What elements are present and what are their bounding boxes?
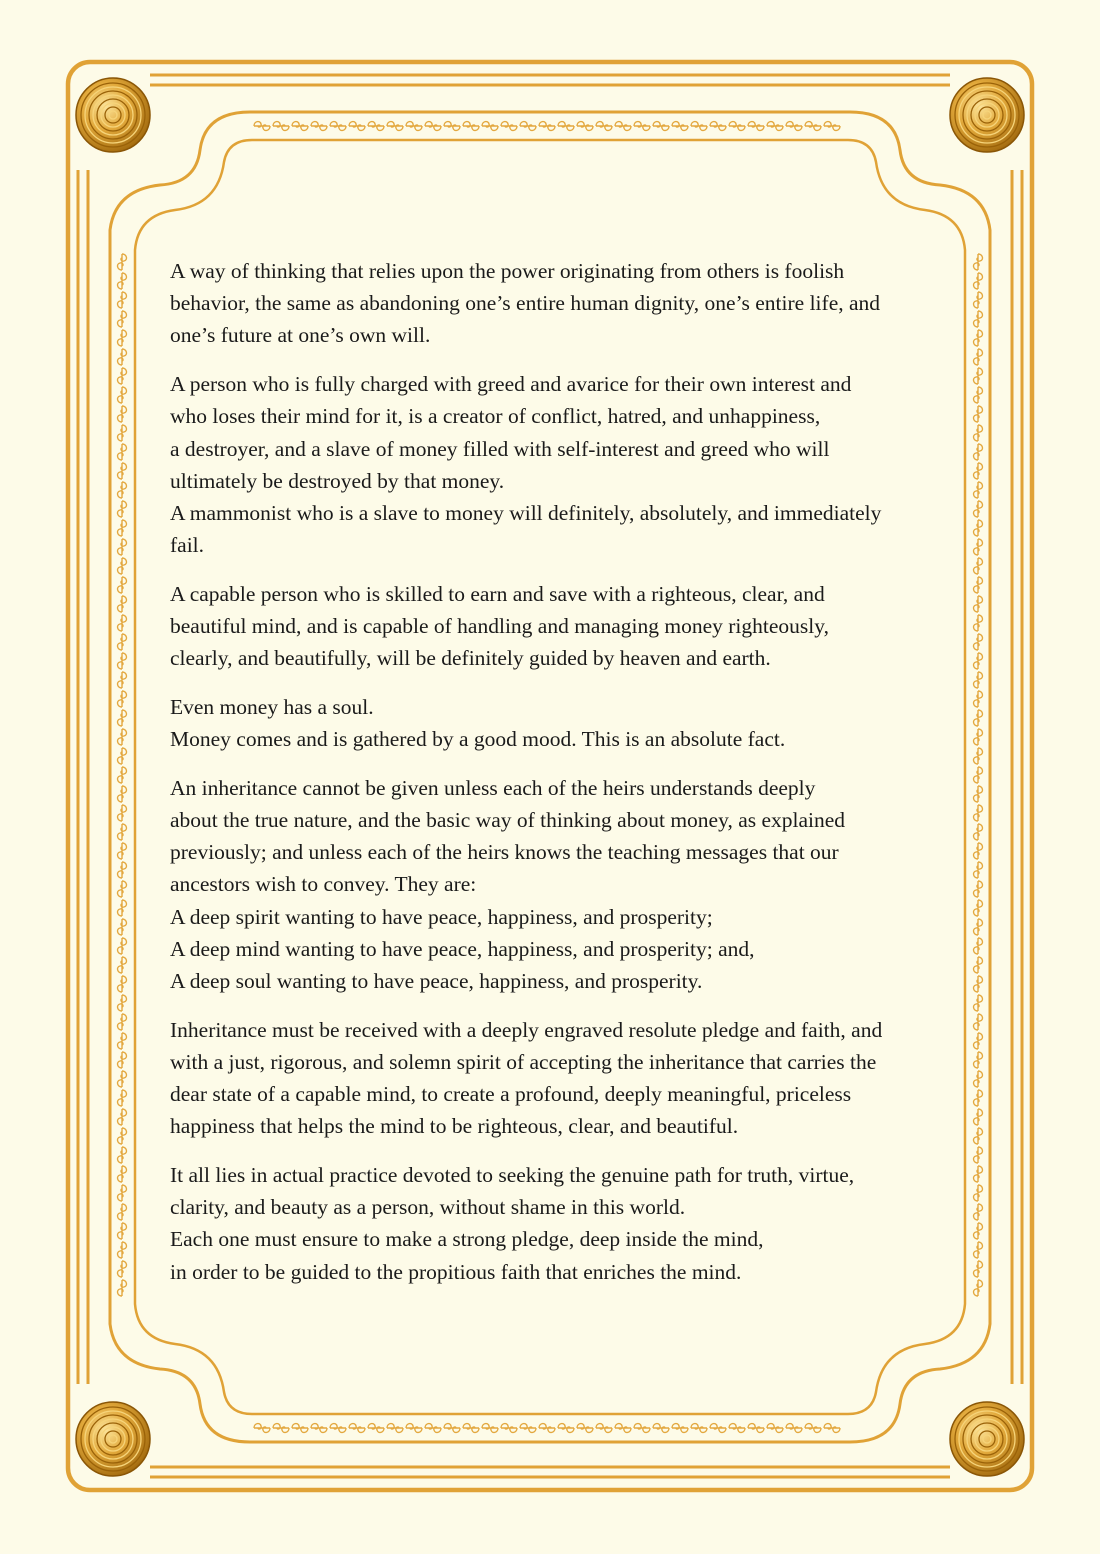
scroll-ornament	[672, 122, 688, 131]
scroll-ornament	[118, 406, 127, 422]
scroll-ornament	[330, 1424, 346, 1433]
scroll-ornament	[118, 938, 127, 954]
scroll-ornament	[974, 463, 983, 479]
scroll-ornament	[425, 122, 441, 131]
scroll-ornament	[974, 1014, 983, 1030]
scroll-ornament	[539, 1424, 555, 1433]
scroll-ornament	[118, 1166, 127, 1182]
text-line: A deep soul wanting to have peace, happiness, and prosperity.	[170, 969, 703, 994]
paragraph-2	[170, 368, 945, 561]
scroll-ornament	[501, 122, 517, 131]
text-line: about the true nature, and the basic way of thinking about money, as explained	[170, 808, 846, 833]
gold-medallion-icon	[950, 78, 1024, 152]
paragraph-3	[170, 578, 945, 675]
scroll-ornament	[974, 1280, 983, 1296]
text-line: A capable person who is skilled to earn and save with a righteous, clear, and	[170, 581, 825, 606]
scroll-ornament	[482, 122, 498, 131]
text-line: A deep spirit wanting to have peace, happiness, and prosperity;	[170, 904, 713, 929]
scroll-ornament	[118, 349, 127, 365]
scroll-ornament	[824, 122, 840, 131]
scroll-ornament	[118, 767, 127, 783]
scroll-ornament	[118, 444, 127, 460]
scroll-ornament	[387, 1424, 403, 1433]
scroll-ornament	[118, 786, 127, 802]
scroll-ornament	[615, 122, 631, 131]
scroll-ornament	[463, 122, 479, 131]
scroll-ornament	[974, 482, 983, 498]
scroll-ornament	[974, 919, 983, 935]
text-line: with a just, rigorous, and solemn spirit of accepting the inheritance that carries the	[170, 1049, 877, 1074]
scroll-ornament	[118, 577, 127, 593]
text-line: a destroyer, and a slave of money filled with self-interest and greed who will	[170, 436, 830, 461]
text-line: clearly, and beautifully, will be definitely guided by heaven and earth.	[170, 646, 771, 671]
scroll-ornament	[118, 273, 127, 289]
text-line: previously; and unless each of the heirs knows the teaching messages that our	[170, 840, 839, 865]
scroll-ornament	[767, 122, 783, 131]
scroll-ornament	[710, 1424, 726, 1433]
scroll-ornament	[974, 653, 983, 669]
scroll-ornament	[974, 900, 983, 916]
scroll-ornament	[974, 254, 983, 270]
scroll-ornament	[805, 1424, 821, 1433]
scroll-ornament	[974, 577, 983, 593]
scroll-ornament	[691, 1424, 707, 1433]
scroll-ornament	[974, 729, 983, 745]
scroll-ornament	[118, 843, 127, 859]
scroll-ornament	[118, 463, 127, 479]
scroll-ornament	[118, 501, 127, 517]
scroll-ornament	[118, 748, 127, 764]
scroll-ornament	[118, 1052, 127, 1068]
scroll-ornament	[974, 1147, 983, 1163]
text-line: A person who is fully charged with greed and avarice for their own interest and	[170, 372, 852, 397]
document-body	[170, 255, 945, 1304]
scroll-ornament	[974, 1204, 983, 1220]
scroll-ornament	[974, 444, 983, 460]
scroll-ornament	[118, 653, 127, 669]
scroll-ornament	[974, 1090, 983, 1106]
scroll-ornament	[974, 672, 983, 688]
scroll-ornament	[974, 881, 983, 897]
text-line: in order to be guided to the propitious faith that enriches the mind.	[170, 1259, 742, 1284]
scroll-ornament	[974, 387, 983, 403]
scroll-ornament	[273, 122, 289, 131]
scroll-ornament	[824, 1424, 840, 1433]
text-line: Even money has a soul.	[170, 694, 374, 719]
scroll-ornament	[974, 1166, 983, 1182]
scroll-ornament	[974, 425, 983, 441]
scroll-ornament	[118, 1280, 127, 1296]
scroll-ornament	[118, 1128, 127, 1144]
scroll-ornament	[118, 558, 127, 574]
text-line: A deep mind wanting to have peace, happiness, and prosperity; and,	[170, 936, 755, 961]
scroll-ornament	[974, 691, 983, 707]
scroll-ornament	[558, 122, 574, 131]
scroll-ornament	[974, 1071, 983, 1087]
scroll-ornament	[118, 539, 127, 555]
scroll-ornament	[349, 122, 365, 131]
scroll-ornament	[672, 1424, 688, 1433]
scroll-ornament	[634, 1424, 650, 1433]
paragraph-5	[170, 772, 945, 997]
scroll-ornament	[974, 843, 983, 859]
scroll-ornament	[482, 1424, 498, 1433]
scroll-ornament	[974, 1261, 983, 1277]
scroll-ornament	[974, 862, 983, 878]
text-line: who loses their mind for it, is a creator of conflict, hatred, and unhappiness,	[170, 404, 821, 429]
scroll-ornament	[406, 122, 422, 131]
scroll-ornament	[786, 1424, 802, 1433]
scroll-ornament	[974, 1033, 983, 1049]
scroll-ornament	[118, 881, 127, 897]
scroll-ornament	[118, 596, 127, 612]
scroll-ornament	[118, 1223, 127, 1239]
text-line: clarity, and beauty as a person, without shame in this world.	[170, 1195, 686, 1220]
scroll-ornament	[118, 254, 127, 270]
scroll-ornament	[974, 520, 983, 536]
gold-medallion-icon	[76, 78, 150, 152]
scroll-ornament	[118, 1071, 127, 1087]
scroll-ornament	[118, 1242, 127, 1258]
scroll-ornament	[974, 710, 983, 726]
scroll-ornament	[974, 634, 983, 650]
scroll-ornament	[387, 122, 403, 131]
scroll-ornament	[406, 1424, 422, 1433]
scroll-ornament	[974, 805, 983, 821]
scroll-ornament	[974, 1109, 983, 1125]
scroll-ornament	[118, 729, 127, 745]
scroll-ornament	[974, 957, 983, 973]
scroll-ornament	[118, 1014, 127, 1030]
scroll-ornament	[118, 976, 127, 992]
scroll-ornament	[118, 330, 127, 346]
paragraph-4	[170, 691, 945, 755]
scroll-ornament	[118, 387, 127, 403]
scroll-ornament	[974, 349, 983, 365]
scroll-ornament	[118, 995, 127, 1011]
scroll-ornament	[444, 1424, 460, 1433]
scroll-ornament	[615, 1424, 631, 1433]
scroll-ornament	[118, 520, 127, 536]
scroll-ornament	[974, 330, 983, 346]
scroll-ornament	[577, 1424, 593, 1433]
scroll-ornament	[974, 824, 983, 840]
scroll-ornament	[974, 311, 983, 327]
scroll-ornament	[520, 122, 536, 131]
text-line: one’s future at one’s own will.	[170, 323, 431, 348]
scroll-ornament	[118, 368, 127, 384]
scroll-ornament	[729, 122, 745, 131]
scroll-ornament	[118, 1147, 127, 1163]
scroll-ornament	[368, 1424, 384, 1433]
scroll-ornament	[118, 710, 127, 726]
scroll-ornament	[974, 615, 983, 631]
text-line: ancestors wish to convey. They are:	[170, 872, 477, 897]
scroll-ornament	[653, 1424, 669, 1433]
scroll-ornament	[596, 122, 612, 131]
text-line: beautiful mind, and is capable of handling and managing money righteously,	[170, 614, 829, 639]
scroll-ornament	[805, 122, 821, 131]
scroll-ornament	[118, 862, 127, 878]
scroll-ornament	[118, 482, 127, 498]
text-line: Money comes and is gathered by a good mood. This is an absolute fact.	[170, 727, 786, 752]
scroll-ornament	[539, 122, 555, 131]
scroll-ornament	[118, 805, 127, 821]
scroll-ornament	[974, 406, 983, 422]
scroll-ornament	[748, 122, 764, 131]
scroll-ornament	[349, 1424, 365, 1433]
scroll-ornament	[974, 1242, 983, 1258]
scroll-ornament	[118, 634, 127, 650]
scroll-ornament	[444, 122, 460, 131]
scroll-ornament	[974, 767, 983, 783]
scroll-ornament	[558, 1424, 574, 1433]
scroll-ornament	[748, 1424, 764, 1433]
scroll-ornament	[520, 1424, 536, 1433]
scroll-ornament	[974, 995, 983, 1011]
scroll-ornament	[118, 615, 127, 631]
scroll-ornament	[118, 311, 127, 327]
text-line: Each one must ensure to make a strong pledge, deep inside the mind,	[170, 1227, 764, 1252]
scroll-ornament	[786, 122, 802, 131]
scroll-ornament	[596, 1424, 612, 1433]
scroll-ornament	[368, 122, 384, 131]
scroll-ornament	[292, 122, 308, 131]
scroll-ornament	[767, 1424, 783, 1433]
scroll-ornament	[634, 122, 650, 131]
scroll-ornament	[974, 748, 983, 764]
scroll-ornament	[974, 786, 983, 802]
scroll-ornament	[974, 292, 983, 308]
gold-medallion-icon	[76, 1402, 150, 1476]
scroll-ornament	[577, 122, 593, 131]
scroll-ornament	[330, 122, 346, 131]
scroll-ornament	[463, 1424, 479, 1433]
paragraph-6	[170, 1014, 945, 1143]
scroll-ornament	[974, 273, 983, 289]
scroll-ornament	[710, 122, 726, 131]
scroll-ornament	[311, 1424, 327, 1433]
scroll-ornament	[118, 1090, 127, 1106]
scroll-ornament	[118, 824, 127, 840]
scroll-ornament	[974, 501, 983, 517]
scroll-ornament	[273, 1424, 289, 1433]
scroll-ornament	[974, 558, 983, 574]
scroll-ornament	[974, 976, 983, 992]
scroll-ornament	[118, 1185, 127, 1201]
scroll-ornament	[118, 957, 127, 973]
scroll-ornament	[118, 1109, 127, 1125]
scroll-ornament	[974, 368, 983, 384]
scroll-ornament	[974, 539, 983, 555]
scroll-ornament	[118, 900, 127, 916]
text-line: A mammonist who is a slave to money will definitely, absolutely, and immediately	[170, 500, 882, 525]
gold-medallion-icon	[950, 1402, 1024, 1476]
text-line: A way of thinking that relies upon the power originating from others is foolish	[170, 259, 845, 283]
scroll-ornament	[974, 1223, 983, 1239]
text-line: dear state of a capable mind, to create a profound, deeply meaningful, priceless	[170, 1082, 852, 1107]
scroll-ornament	[254, 1424, 270, 1433]
text-line: Inheritance must be received with a deeply engraved resolute pledge and faith, and	[170, 1017, 883, 1042]
scroll-ornament	[653, 122, 669, 131]
scroll-ornament	[501, 1424, 517, 1433]
scroll-ornament	[118, 425, 127, 441]
text-line: An inheritance cannot be given unless each of the heirs understands deeply	[170, 775, 816, 800]
scroll-ornament	[974, 1128, 983, 1144]
text-line: behavior, the same as abandoning one’s entire human dignity, one’s entire life, and	[170, 291, 881, 316]
scroll-ornament	[311, 122, 327, 131]
scroll-ornament	[974, 596, 983, 612]
scroll-ornament	[974, 1185, 983, 1201]
scroll-ornament	[118, 1033, 127, 1049]
text-line: It all lies in actual practice devoted to seeking the genuine path for truth, virtue,	[170, 1163, 855, 1188]
scroll-ornament	[729, 1424, 745, 1433]
scroll-ornament	[292, 1424, 308, 1433]
scroll-ornament	[974, 938, 983, 954]
scroll-ornament	[118, 919, 127, 935]
text-line: ultimately be destroyed by that money.	[170, 468, 505, 493]
paragraph-1	[170, 255, 945, 352]
text-line: fail.	[170, 533, 205, 558]
scroll-ornament	[118, 292, 127, 308]
scroll-ornament	[254, 122, 270, 131]
scroll-ornament	[118, 1261, 127, 1277]
scroll-ornament	[691, 122, 707, 131]
scroll-ornament	[118, 1204, 127, 1220]
paragraph-7	[170, 1159, 945, 1288]
text-line: happiness that helps the mind to be righteous, clear, and beautiful.	[170, 1114, 739, 1139]
scroll-ornament	[974, 1052, 983, 1068]
scroll-ornament	[425, 1424, 441, 1433]
scroll-ornament	[118, 691, 127, 707]
scroll-ornament	[118, 672, 127, 688]
